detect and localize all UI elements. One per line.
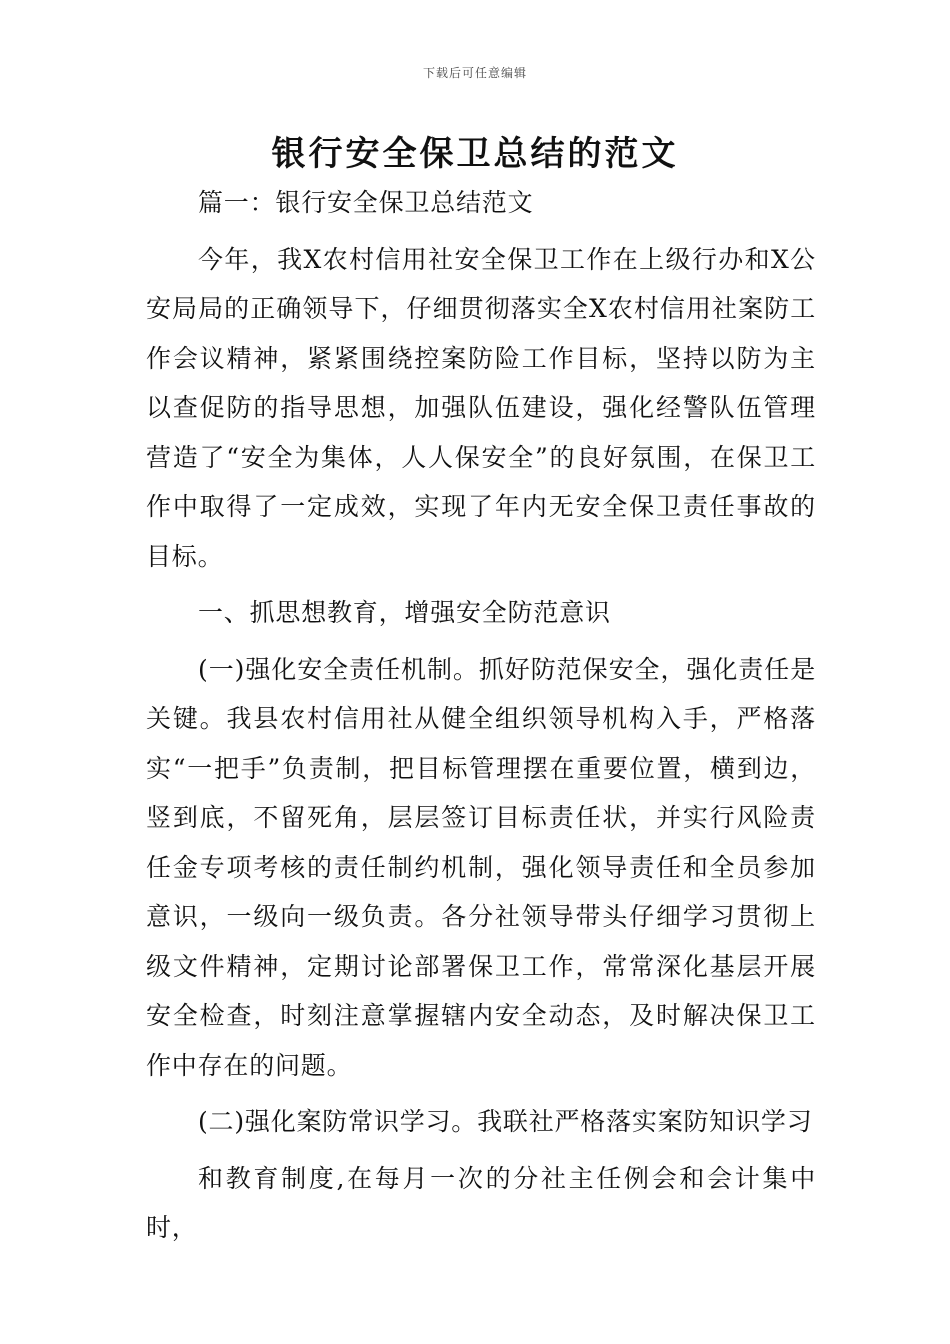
paragraph-subtitle: 篇一：银行安全保卫总结范文 bbox=[198, 188, 534, 217]
paragraph-section-heading: 一、抓思想教育，增强安全防范意识 bbox=[198, 598, 611, 627]
document-body bbox=[146, 178, 816, 1253]
paragraph-continuation: 和教育制度,在每月一次的分社主任例会和会计集中时， bbox=[146, 1163, 816, 1242]
document-title: 银行安全保卫总结的范文 bbox=[271, 134, 679, 174]
paragraph-item-one: (一)强化安全责任机制。抓好防范保安全，强化责任是关键。我县农村信用社从健全组织领导机构入手，严格落实“一把手”负责制，把目标管理摆在重要位置，横到边，竖到底，不留死角，层层签订目标责任状，并实行风险责任金专项考核的责任制约机制，强化领导责任和全员参加意识，一级向一级负责。各分社领导带头仔细学习贯彻上级文件精神，定期讨论部署保卫工作，常常深化基层开展安全检查，时刻注意掌握辖内安全动态，及时解决保卫工作中存在的问题。 bbox=[146, 654, 816, 1080]
header-note: 下载后可任意编辑 bbox=[422, 66, 527, 80]
paragraph-intro: 今年，我X农村信用社安全保卫工作在上级行办和X公安局局的正确领导下，仔细贯彻落实全X农村信用社案防工作会议精神，紧紧围绕控案防险工作目标，坚持以防为主以查促防的指导思想，加强队伍建设，强化经警队伍管理营造了“安全为集体，人人保安全”的良好氛围，在保卫工作中取得了一定成效，实现了年内无安全保卫责任事故的目标。 bbox=[146, 244, 816, 571]
paragraph-item-two: (二)强化案防常识学习。我联社严格落实案防知识学习 bbox=[198, 1107, 813, 1136]
